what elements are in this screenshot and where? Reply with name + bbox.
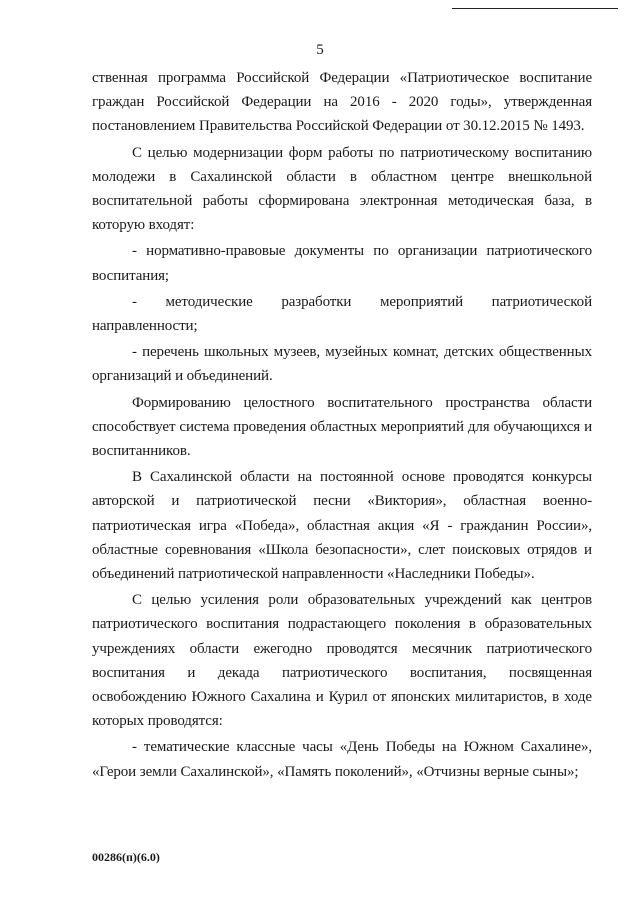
paragraph: ственная программа Российской Федерации «Патриотическое воспитание граждан Российской Федерации на 2016 - 2020 годы», утвержденная постановлением Правительства Российской Федерации от 30.12.2015 № 1493. [92,70,592,135]
paragraph: С целью модернизации форм работы по патриотическому воспитанию молодежи в Сахалинской области в областном центре внешкольной воспитательной работы сформирована электронная методическая база, в которую входят: [92,144,592,234]
paragraph: С целью усиления роли образовательных учреждений как центров патриотического воспитания подрастающего поколения в образовательных учреждениях области ежегодно проводятся месячник патриотического воспитания и декада патриотического воспитания, посвященная освобождению Южного Сахалина и Курил от японских милитаристов, в ходе которых проводятся: [92,592,592,730]
paragraph: В Сахалинской области на постоянной основе проводятся конкурсы авторской и патриотической песни «Виктория», областная военно-патриотическая игра «Победа», областная акция «Я - гражданин России», областные соревнования «Школа безопасности», слет поисковых отрядов и объединений патриотической направленности «Наследники Победы». [92,469,592,583]
list-item: - тематические классные часы «День Победы на Южном Сахалине», «Герои земли Сахалинской», «Память поколений», «Отчизны верные сыны»; [92,739,592,780]
paragraph: Формированию целостного воспитательного пространства области способствует система проведения областных мероприятий для обучающихся и воспитанников. [92,394,592,460]
header-rule [452,8,618,9]
document-code: 00286(п)(6.0) [92,850,160,864]
list-item: - нормативно-правовые документы по организации патриотического воспитания; [92,243,592,284]
page-number: 5 [316,42,324,58]
body-text [92,66,592,784]
list-item: - перечень школьных музеев, музейных комнат, детских общественных организаций и объединений. [92,344,592,385]
list-item: - методические разработки мероприятий патриотической направленности; [92,293,592,335]
